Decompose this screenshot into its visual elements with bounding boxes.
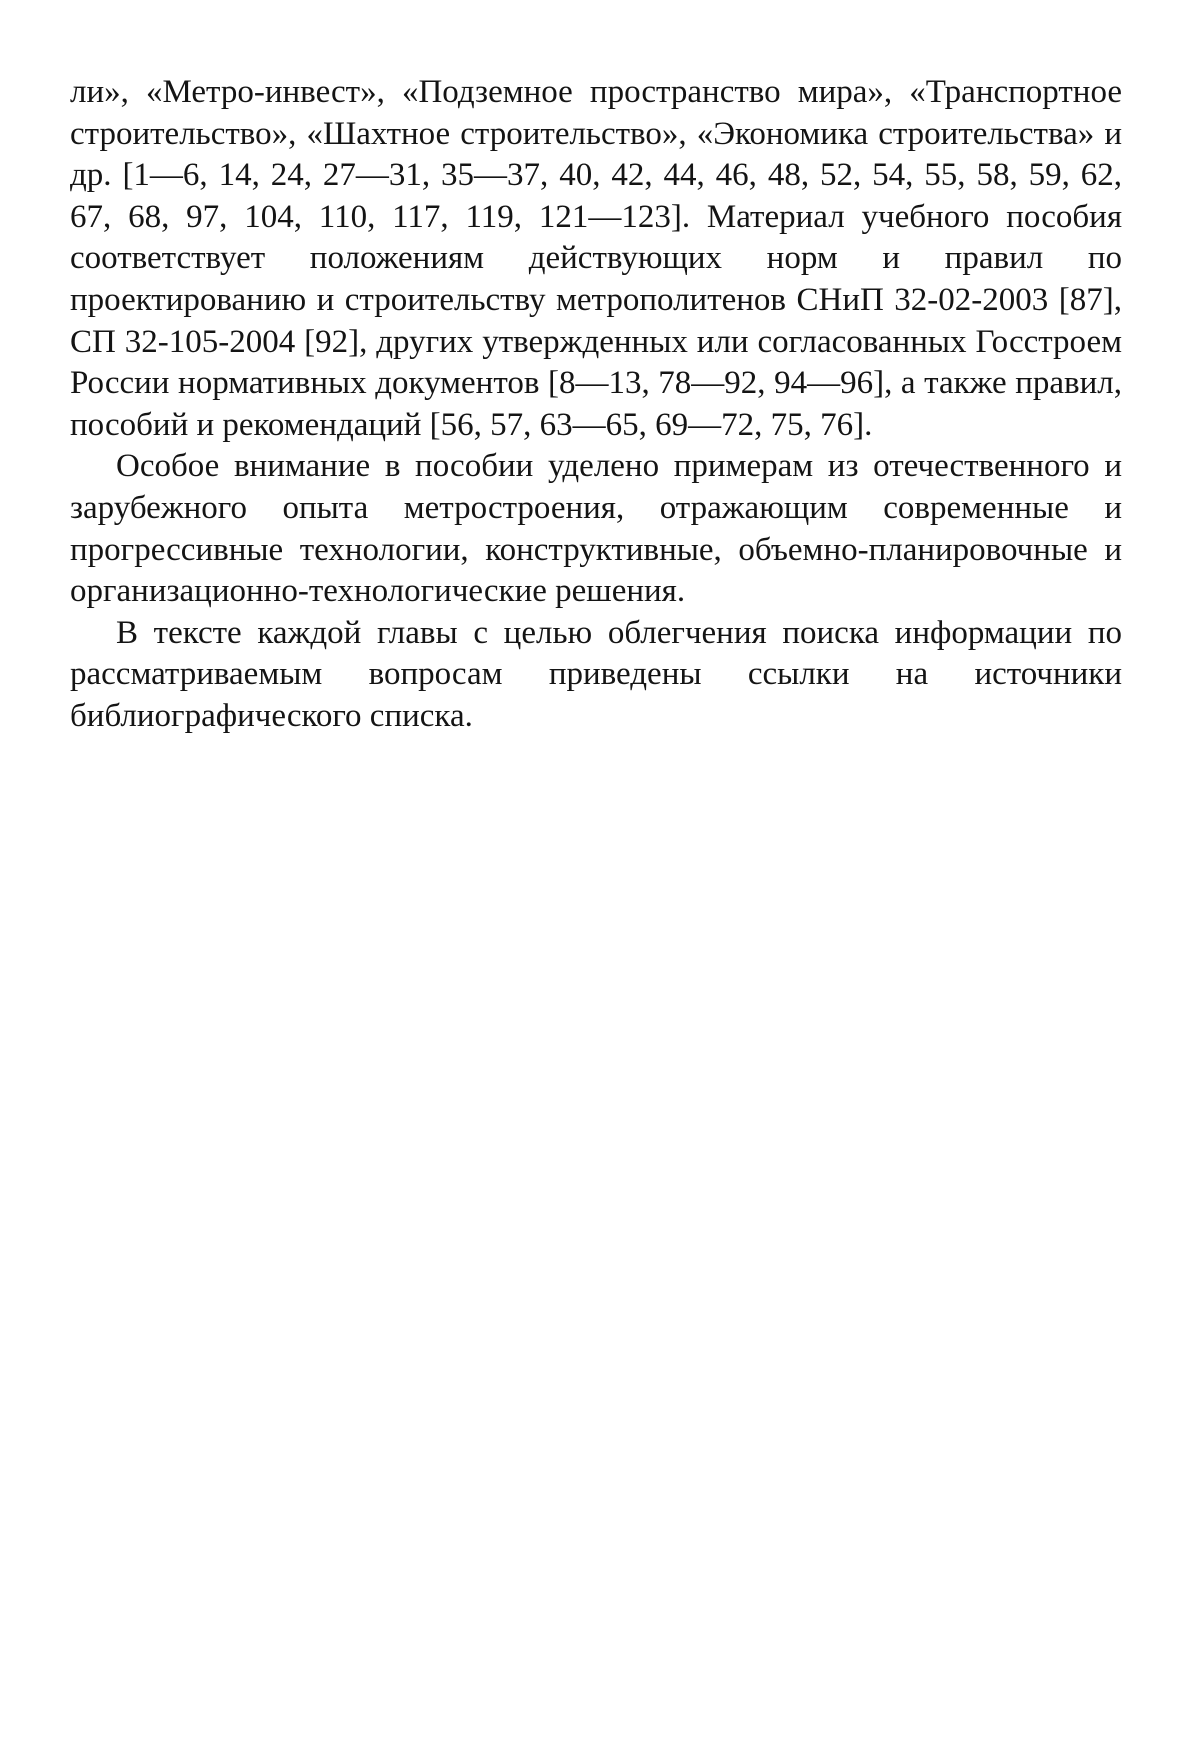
paragraph-continuation: ли», «Метро-инвест», «Подземное пространство мира», «Транспортное строительство», «Шахтное строительство», «Экономика строительства» и др. [1—6, 14, 24, 27—31, 35—37, 40, 42, 44, 46, 48, 52, 54, 55, 58, 59, 62, 67, 68, 97, 104, 110, 117, 119, 121—123]. Материал учебного пособия соответствует положениям действующих норм и правил по проектированию и строительству метрополитенов СНиП 32-02-2003 [87], СП 32-105-2004 [92], других утвержденных или согласованных Госстроем России нормативных документов [8—13, 78—92, 94—96], а также правил, пособий и рекомендаций [56, 57, 63—65, 69—72, 75, 76]. (70, 74, 1122, 443)
document-page (70, 72, 1122, 738)
paragraph-references: В тексте каждой главы с целью облегчения поиска информации по рассматриваемым вопросам приведены ссылки на источники библиографического списка. (70, 614, 1122, 734)
paragraph-examples: Особое внимание в пособии уделено примерам из отечественного и зарубежного опыта метростроения, отражающим современные и прогрессивные технологии, конструктивные, объемно-планировочные и организационно-технологические решения. (70, 448, 1122, 610)
